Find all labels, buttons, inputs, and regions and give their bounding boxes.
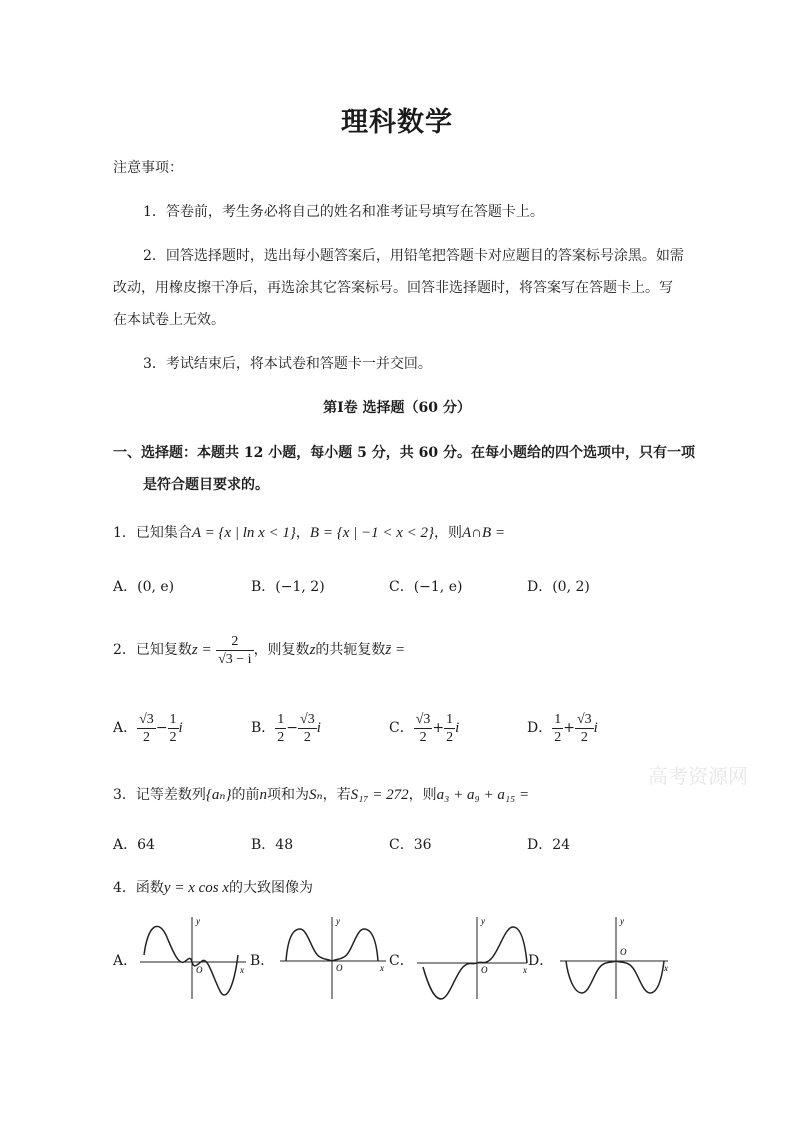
fraction bbox=[414, 711, 433, 746]
option-label: B． bbox=[251, 720, 276, 736]
imaginary-unit: i bbox=[316, 720, 321, 736]
numerator: √3 bbox=[576, 711, 592, 727]
option-label: A． bbox=[113, 720, 138, 736]
note-3: 3．考试结束后，将本试卷和答题卡一并交回。 bbox=[143, 356, 432, 372]
curve bbox=[144, 926, 238, 995]
numerator: 2 bbox=[216, 633, 253, 651]
z-var: z bbox=[309, 642, 316, 658]
question-4-option-b-label: B． bbox=[250, 953, 275, 969]
numerator: 1 bbox=[277, 711, 285, 727]
fraction bbox=[444, 711, 455, 746]
question-3-option-b: B．48 bbox=[251, 837, 294, 853]
origin-label: O bbox=[336, 963, 343, 973]
origin-label: O bbox=[196, 965, 203, 975]
z-eq: z = bbox=[191, 642, 212, 658]
section-instructions-line-2: 是符合题目要求的。 bbox=[143, 477, 269, 493]
question-3-option-c: C．36 bbox=[389, 837, 432, 853]
stem-text: ，若 bbox=[322, 787, 351, 803]
function-expr: y = x cos x bbox=[163, 880, 230, 896]
set-b: B = {x | −1 < x < 2} bbox=[309, 525, 435, 541]
question-1-option-d: D．(0, 2) bbox=[527, 579, 590, 595]
question-1-option-a: A．(0, e) bbox=[113, 579, 175, 595]
imaginary-unit: i bbox=[178, 720, 183, 736]
question-4-option-d-label: D． bbox=[528, 953, 554, 969]
curve bbox=[566, 961, 664, 993]
imaginary-unit: i bbox=[455, 720, 460, 736]
stem-text: ，则复数 bbox=[253, 642, 310, 658]
operator: − bbox=[286, 720, 299, 736]
graph-option-d bbox=[560, 915, 674, 1000]
numerator: 1 bbox=[446, 711, 454, 727]
question-4-option-c-label: C． bbox=[389, 953, 414, 969]
question-3-stem bbox=[113, 785, 529, 805]
stem-text: 的前 bbox=[231, 787, 260, 803]
numerator: 1 bbox=[169, 711, 177, 727]
question-2-option-b bbox=[251, 710, 321, 746]
stem-text: 项和为 bbox=[267, 787, 309, 803]
numerator: 1 bbox=[554, 711, 562, 727]
denominator: 2 bbox=[277, 729, 285, 745]
page-title: 理科数学 bbox=[341, 107, 453, 138]
note-2-line-1: 2．回答选择题时，选出每小题答案后，用铅笔把答题卡对应题目的答案标号涂黑。如需 bbox=[143, 248, 684, 264]
separator: ， bbox=[295, 525, 310, 541]
note-2-line-2: 改动，用橡皮擦干净后，再选涂其它答案标号。回答非选择题时，将答案写在答题卡上。写 bbox=[113, 280, 673, 296]
denominator: 2 bbox=[446, 729, 454, 745]
question-2-option-d bbox=[527, 710, 598, 746]
graph-option-b bbox=[280, 915, 390, 1000]
x-label: x bbox=[664, 963, 668, 973]
denominator: 2 bbox=[142, 729, 150, 745]
note-1: 1．答卷前，考生务必将自己的姓名和准考证号填写在答题卡上。 bbox=[143, 204, 544, 220]
x-label: x bbox=[523, 965, 527, 975]
graph-option-c bbox=[417, 915, 533, 1000]
operator: + bbox=[432, 720, 445, 736]
sum-var: Sₙ bbox=[309, 787, 323, 803]
stem-text: 2．已知复数 bbox=[113, 642, 192, 658]
fraction bbox=[275, 711, 286, 746]
question-1-option-b: B．(−1, 2) bbox=[251, 579, 325, 595]
fraction bbox=[298, 711, 317, 746]
sequence: {aₙ} bbox=[205, 787, 232, 803]
question-4-stem bbox=[113, 878, 313, 898]
fraction bbox=[552, 711, 563, 746]
section-instructions-line-1: 一、选择题：本题共 12 小题，每小题 5 分，共 60 分。在每小题给的四个选项中，只有一项 bbox=[113, 445, 695, 461]
question-2-option-a bbox=[113, 710, 183, 746]
denominator: 2 bbox=[419, 729, 427, 745]
y-label: y bbox=[620, 916, 624, 926]
question-2-stem bbox=[113, 632, 405, 668]
x-label: x bbox=[380, 963, 384, 973]
fraction bbox=[137, 711, 156, 746]
question-2-option-c bbox=[389, 710, 459, 746]
stem-text: ，则 bbox=[434, 525, 463, 541]
note-2-line-3: 在本试卷上无效。 bbox=[113, 312, 225, 328]
stem-text: 的共轭复数 bbox=[315, 642, 386, 658]
y-label: y bbox=[336, 916, 340, 926]
denominator: 2 bbox=[169, 729, 177, 745]
numerator: √3 bbox=[415, 711, 431, 727]
operator: + bbox=[563, 720, 575, 736]
intersection-expr: A∩B = bbox=[462, 525, 506, 541]
operator: − bbox=[155, 720, 168, 736]
condition: S₁₇ = 272 bbox=[350, 787, 409, 803]
notes-heading: 注意事项： bbox=[113, 160, 183, 176]
target-expr: a₃ + a₉ + a₁₅ = bbox=[436, 787, 530, 803]
stem-text: 1．已知集合 bbox=[113, 525, 192, 541]
stem-text: 3．记等差数列 bbox=[113, 787, 206, 803]
graph-option-a bbox=[140, 915, 250, 1000]
denominator: 2 bbox=[554, 729, 562, 745]
stem-text: 4．函数 bbox=[113, 880, 164, 896]
stem-text: ，则 bbox=[408, 787, 437, 803]
denominator: 2 bbox=[303, 729, 311, 745]
origin-label: O bbox=[620, 947, 627, 957]
part-heading: 第Ⅰ卷 选择题（60 分） bbox=[323, 400, 471, 416]
x-label: x bbox=[240, 965, 244, 975]
imaginary-unit: i bbox=[593, 720, 598, 736]
option-label: D． bbox=[527, 720, 553, 736]
n-var: n bbox=[259, 787, 267, 803]
question-4-option-a-label: A． bbox=[113, 953, 138, 969]
y-label: y bbox=[481, 916, 485, 926]
question-3-option-d: D．24 bbox=[527, 837, 571, 853]
denominator: 2 bbox=[580, 729, 588, 745]
y-label: y bbox=[196, 916, 200, 926]
fraction bbox=[216, 633, 253, 668]
stem-text: 的大致图像为 bbox=[229, 880, 314, 896]
fraction bbox=[575, 711, 594, 746]
option-label: C． bbox=[389, 720, 414, 736]
question-1-option-c: C．(−1, e) bbox=[389, 579, 463, 595]
watermark: 高考资源网 bbox=[648, 764, 748, 788]
question-3-option-a: A．64 bbox=[113, 837, 155, 853]
numerator: √3 bbox=[139, 711, 154, 727]
numerator: √3 bbox=[300, 711, 315, 727]
denominator: √3 − i bbox=[218, 651, 252, 667]
origin-label: O bbox=[481, 965, 488, 975]
z-conjugate: z̄ = bbox=[385, 642, 406, 658]
question-1-stem bbox=[113, 523, 505, 543]
set-a: A = {x | ln x < 1} bbox=[191, 525, 296, 541]
fraction bbox=[168, 711, 179, 746]
